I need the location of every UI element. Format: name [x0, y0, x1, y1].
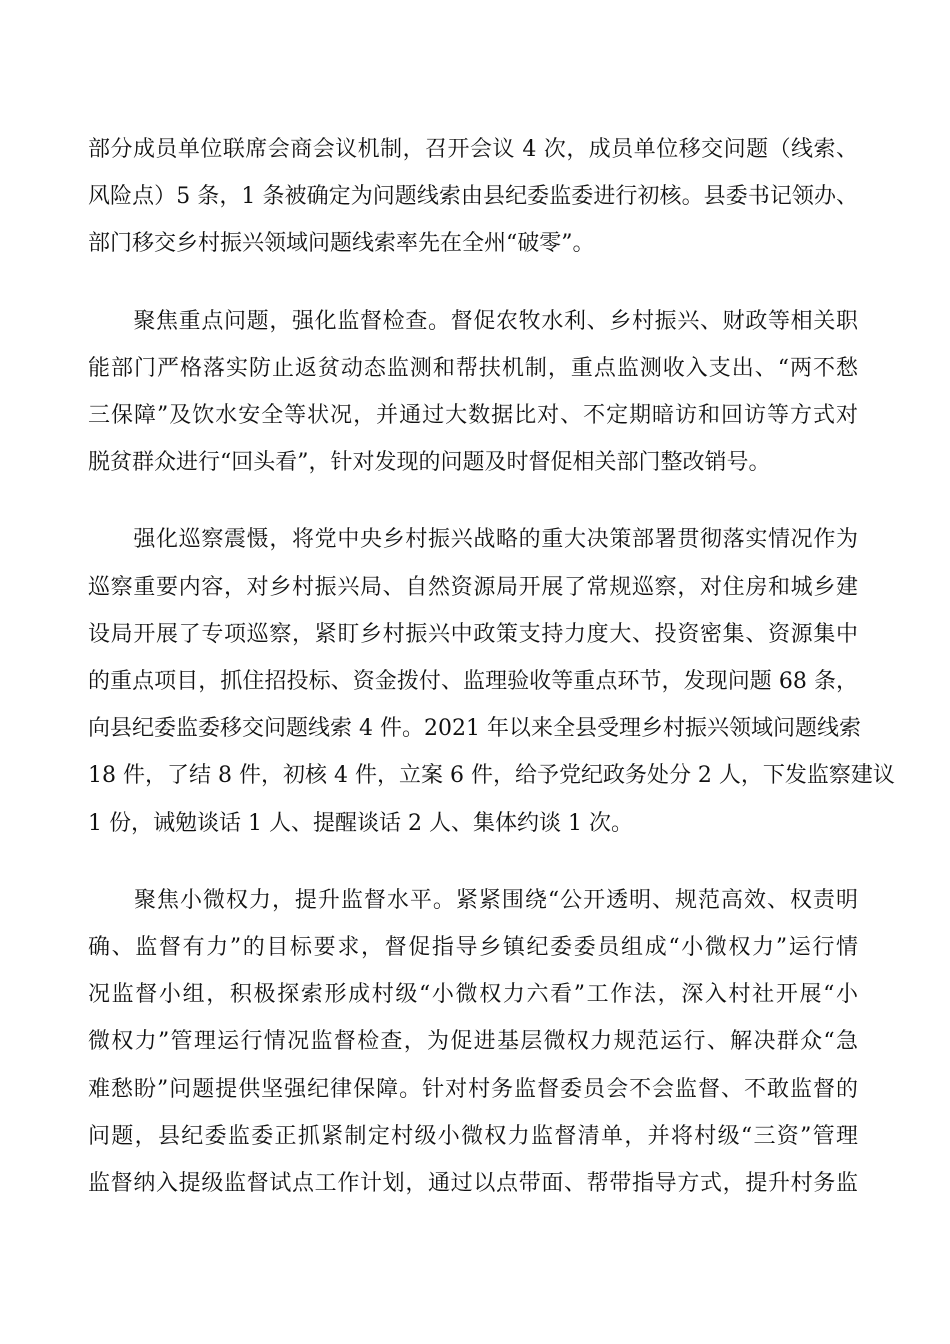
paragraph-gap: [88, 847, 858, 877]
paragraph-line: 设局开展了专项巡察，紧盯乡村振兴中政策支持力度大、投资密集、资源集中: [88, 621, 858, 647]
paragraph-line: 部门移交乡村振兴领域问题线索率先在全州“破零”。: [88, 231, 595, 257]
paragraph-line: 脱贫群众进行“回头看”，针对发现的问题及时督促相关部门整改销号。: [88, 450, 771, 476]
paragraph-1: [88, 126, 858, 268]
paragraph-line: 问题，县纪委监委正抓紧制定村级小微权力监督清单，并将村级“三资”管理: [88, 1123, 858, 1149]
paragraph-line: 监督纳入提级监督试点工作计划，通过以点带面、帮带指导方式，提升村务监: [88, 1171, 858, 1197]
paragraph-line: 风险点）5 条，1 条被确定为问题线索由县纪委监委进行初核。县委书记领办、: [88, 184, 858, 210]
document-body: [88, 126, 895, 1207]
paragraph-line: 的重点项目，抓住招投标、资金拨付、监理验收等重点环节，发现问题 68 条，: [88, 669, 858, 695]
paragraph-line: 18 件，了结 8 件，初核 4 件，立案 6 件，给予党纪政务处分 2 人，下发监察建议: [88, 763, 895, 789]
paragraph-line: 难愁盼”问题提供坚强纪律保障。针对村务监督委员会不会监督、不敢监督的: [88, 1076, 858, 1102]
paragraph-line: 聚焦重点问题，强化监督检查。督促农牧水利、乡村振兴、财政等相关职: [88, 308, 858, 334]
paragraph-line: 能部门严格落实防止返贫动态监测和帮扶机制，重点监测收入支出、“两不愁: [88, 355, 858, 381]
paragraph-line: 强化巡察震慑，将党中央乡村振兴战略的重大决策部署贯彻落实情况作为: [88, 527, 858, 553]
paragraph-3: [88, 516, 895, 846]
paragraph-line: 部分成员单位联席会商会议机制，召开会议 4 次，成员单位移交问题（线索、: [88, 137, 858, 162]
paragraph-line: 况监督小组，积极探索形成村级“小微权力六看”工作法，深入村社开展“小: [88, 982, 858, 1008]
paragraph-gap: [88, 268, 858, 298]
paragraph-gap: [88, 486, 858, 516]
paragraph-line: 巡察重要内容，对乡村振兴局、自然资源局开展了常规巡察，对住房和城乡建: [88, 574, 858, 600]
paragraph-line: 确、监督有力”的目标要求，督促指导乡镇纪委委员组成“小微权力”运行情: [88, 935, 858, 961]
paragraph-line: 三保障”及饮水安全等状况，并通过大数据比对、不定期暗访和回访等方式对: [88, 403, 858, 429]
paragraph-line: 1 份，诫勉谈话 1 人、提醒谈话 2 人、集体约谈 1 次。: [88, 810, 633, 836]
paragraph-4: [88, 877, 858, 1207]
paragraph-line: 向县纪委监委移交问题线索 4 件。2021 年以来全县受理乡村振兴领域问题线索: [88, 716, 861, 742]
paragraph-line: 微权力”管理运行情况监督检查，为促进基层微权力规范运行、解决群众“急: [88, 1029, 858, 1055]
paragraph-2: [88, 298, 858, 487]
paragraph-line: 聚焦小微权力，提升监督水平。紧紧围绕“公开透明、规范高效、权责明: [88, 887, 858, 913]
